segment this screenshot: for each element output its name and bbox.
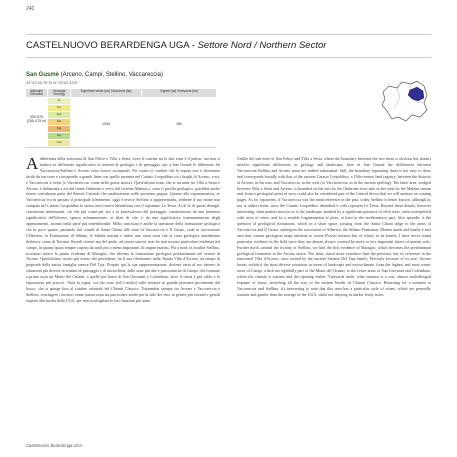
header-geology: Geologia Geology bbox=[48, 89, 70, 97]
subzone-name: San Gusmè bbox=[26, 72, 60, 78]
geology-swatch bbox=[48, 126, 70, 132]
section-title-dash: - bbox=[191, 40, 198, 51]
geology-code: CVA bbox=[56, 141, 62, 144]
text-column-italian bbox=[26, 156, 220, 304]
geology-swatch bbox=[48, 98, 70, 104]
italian-text: differenza della sottozona di San Felice e Villa a Sesta, dove il confine tra le due zone è il palese, ma non si traduce in differenze significative in termini di geologia e di paesaggio, qui a San Gusmè le differenze fra Vaccareccia/Stellino e Arceno sono invece sostanziali. Per contro il confine che le separa non è altrettanto facile da tracciare e corrisponde a grandi linee con quello presente nel Catasto Leopoldino tra i luoghi di Arceno, a est, e Vaccareccia a ovest (o Vacchereccia, come nella grafia antica). Quest'ultima zona, che si incunea tra Villa a Sesta e Arceno, è delimitata a est dal fiume Ombrone e ovest dal torrente Malena e, sotto il profilo geologico, potrebbe anche essere considerata parte del Settore Centrale che analizzeremo nelle prossime pagine. Quanto alla toponomastica, se Vaccareccia era in passato il principale riferimento, oggi è invece Stellino a rappresentarla, sebbene il suo nome non compaia nel Catasto Leopoldino la stessa area veniva identificata con il toponimo Le Tessa. Al di là di questi dettagli, concentrati interessanti, ciò che più conta per noi è la piacevolezza del paesaggio, caratterizzato da una presenza significativa dell'uliveto, spesso inframmezzato ai filari di vite, e da una significativa frammentazione degli appezzamenti, attorno nella parte più settentrionale. Molto articolata è anche la questione della formazione geologica che in poco spazio, passando dal crinale di Santa Chiara alle zone di Vaccareccia e Il Castro, vede in successione l'Alberese, la Formazione di Sillano, le Sabbie marine e infine una vasta zona che la carta geologica attualmente definisce come di Terrazzi fluviali recenti ma del quale, ad essere sinceri, non ho mai trovato particolare evidenza nel campo, in quanto quasi sempre coperti da suoli più o meno importanti di origine marina. Più a nord, in località Stellino, troviamo invece la prima evidenza di Macigno, che diventa la formazione geologica predominante nel settore di Arceno. Quest'ultimo, molto più esteso del precedente, ha il suo riferimento nella Tenuta Villa d'Arceno, un tempo di proprietà della antica famiglia senese Del Taja. Proprio qui la sua rappresentazione, diviene varia al suo interno le situazioni più diverse in termini di paesaggio e di microclima, dalle zone più alte e panoramiche di Campi, che formano a prima vista un Monti del Chianti, a quelle più basse di San Giovanni a Colombaio, dove il clima è più caldo e le esposizioni più precoci. Tutta la vigna, cui che sono (ed il molto) sulle terrazze in grande presenza provenienti dal bosco, che si spinge fino al confine orientale del Chianti Classico. Trattandosi sempre tra Arceno e Vaccareccia e Stellino, restringere i territori come questa zona sia particolare anche per la stile dei vini, in genere più rotondi e gentili rispetto alla media della UGA, per non sconsigliare le loro funzioni più arate. bbox=[26, 156, 220, 303]
geology-code: ab bbox=[57, 99, 61, 102]
italian-paragraph bbox=[26, 156, 220, 304]
geology-swatch bbox=[48, 105, 70, 111]
geology-code: FAA bbox=[56, 113, 62, 116]
header-surface: Superficie totale (ha) Total area (ha) bbox=[71, 89, 141, 97]
page-footer: Castelnuovo Berardenga UGA bbox=[26, 443, 83, 448]
text-column-english bbox=[237, 156, 431, 298]
drop-cap: A bbox=[26, 154, 39, 173]
geology-code: Pag bbox=[56, 127, 62, 130]
surface-value: 1045 bbox=[102, 122, 110, 126]
geology-swatch bbox=[48, 133, 70, 139]
header-vineyards: Vigneti (ha) Vineyards (ha) bbox=[142, 89, 216, 97]
altitude-value: 300-570 (255-475 m) bbox=[26, 115, 47, 124]
page-number: 240 bbox=[26, 6, 35, 12]
geology-code: Pcc bbox=[57, 106, 61, 109]
section-title bbox=[26, 40, 326, 51]
subzone-table bbox=[26, 89, 216, 151]
geology-code: Pep bbox=[56, 134, 62, 137]
english-paragraph: Unlike the sub-zone of San Felice and Villa a Sesta, where the boundary between the two areas is obvious but doesn't involve significant differences in geology and landscape, here in San Gusmè the differences between Vaccareccia/Stellino and Arceno areas are indeed substantial. Still, the boundary separating them is not easy to draw and corresponds broadly with that of the ancient Catasto Leopoldino, a 19th-century land registry, between the districts of Arceno, in the east, and Vaccareccia, in the west (or Vacchereccia, as in the ancient spelling). The latter area, wedged between Villa a Sesta and Arceno, is bounded on the east by the Ombrone river and on the west by the Malena stream and, from a geological point of view could also be considered part of the Central Sector that we will analyze on coming pages. As for toponymy, if Vaccareccia was the main reference in the past, today Stellino is better known, although its use is rather recent, since the Catasto Leopoldino identified it with toponym Le Tessa. Beyond these details, however interesting, what matters most to us is the landscape, marked by a significant presence of olive trees, often interspersed with rows of vines, and by a notable fragmentation of plots, at least in the northernmost part. Also sporadic is the question of geological formations, which in a short space, passing from the Santa Chiara ridge to the areas of Vaccareccia and Il Castro, undergoes the succession of Alberese, the Sillano Formation, Marine sands and finally a vast area that current geological maps attribute to recent Fluvial terraces but of which, to be honest, I have never found particular evidence in the field since they are almost always covered by more or less important layers of marine soils. Further north, around the locality of Stellino, we find the first evidence of Macigno, which becomes the predominant geological formation in the Arceno sector. The latter, much more extensive than the previous, has its reference in the renowned Villa d'Arceno, once owned by the ancient Sienese Del Taja family. Precisely because of its size, Arceno boasts within it the most diverse situations in terms of landscape and microclimate, from the highest and most scenic areas of Campi, which are rightfully part of the Monti del Chianti, to the lower areas of San Giovanni and Colombaio, where the climate is warmer and the ripening earlier. Vineyards aside, what remains is a vast, almost unchallenged expanse of forest, stretching all the way to the eastern border of Chianti Classico. Returning for a moment to Vaccareccia and Stellino, it's interesting to note that this area has a particular style of wines, which are generally rounder and gentler than the average of the UGA, while not denying its darker fruity notes. bbox=[237, 156, 431, 297]
geology-swatch bbox=[48, 112, 70, 118]
section-title-main: CASTELNUOVO BERARDENGA UGA bbox=[26, 40, 190, 51]
subzone-villages: (Arceno, Campi, Stellino, Vaccareccia) bbox=[60, 72, 163, 78]
vineyards-value: 180 bbox=[176, 122, 182, 126]
title-divider bbox=[26, 57, 431, 58]
geology-code: Pds bbox=[56, 120, 62, 123]
subzone-heading bbox=[26, 72, 163, 78]
geology-swatch bbox=[48, 140, 70, 146]
subzone-coordinates: 43°22'16.79"N 11°29'32.43"E bbox=[26, 80, 78, 85]
header-altitude: Altitudine Elevation bbox=[26, 89, 47, 97]
section-title-sub: Settore Nord / Northern Sector bbox=[197, 40, 327, 51]
locator-map bbox=[380, 78, 430, 123]
geology-swatch bbox=[48, 119, 70, 125]
table-bottom-rule bbox=[26, 147, 216, 148]
uga-outline bbox=[382, 81, 427, 121]
top-divider bbox=[26, 34, 431, 35]
